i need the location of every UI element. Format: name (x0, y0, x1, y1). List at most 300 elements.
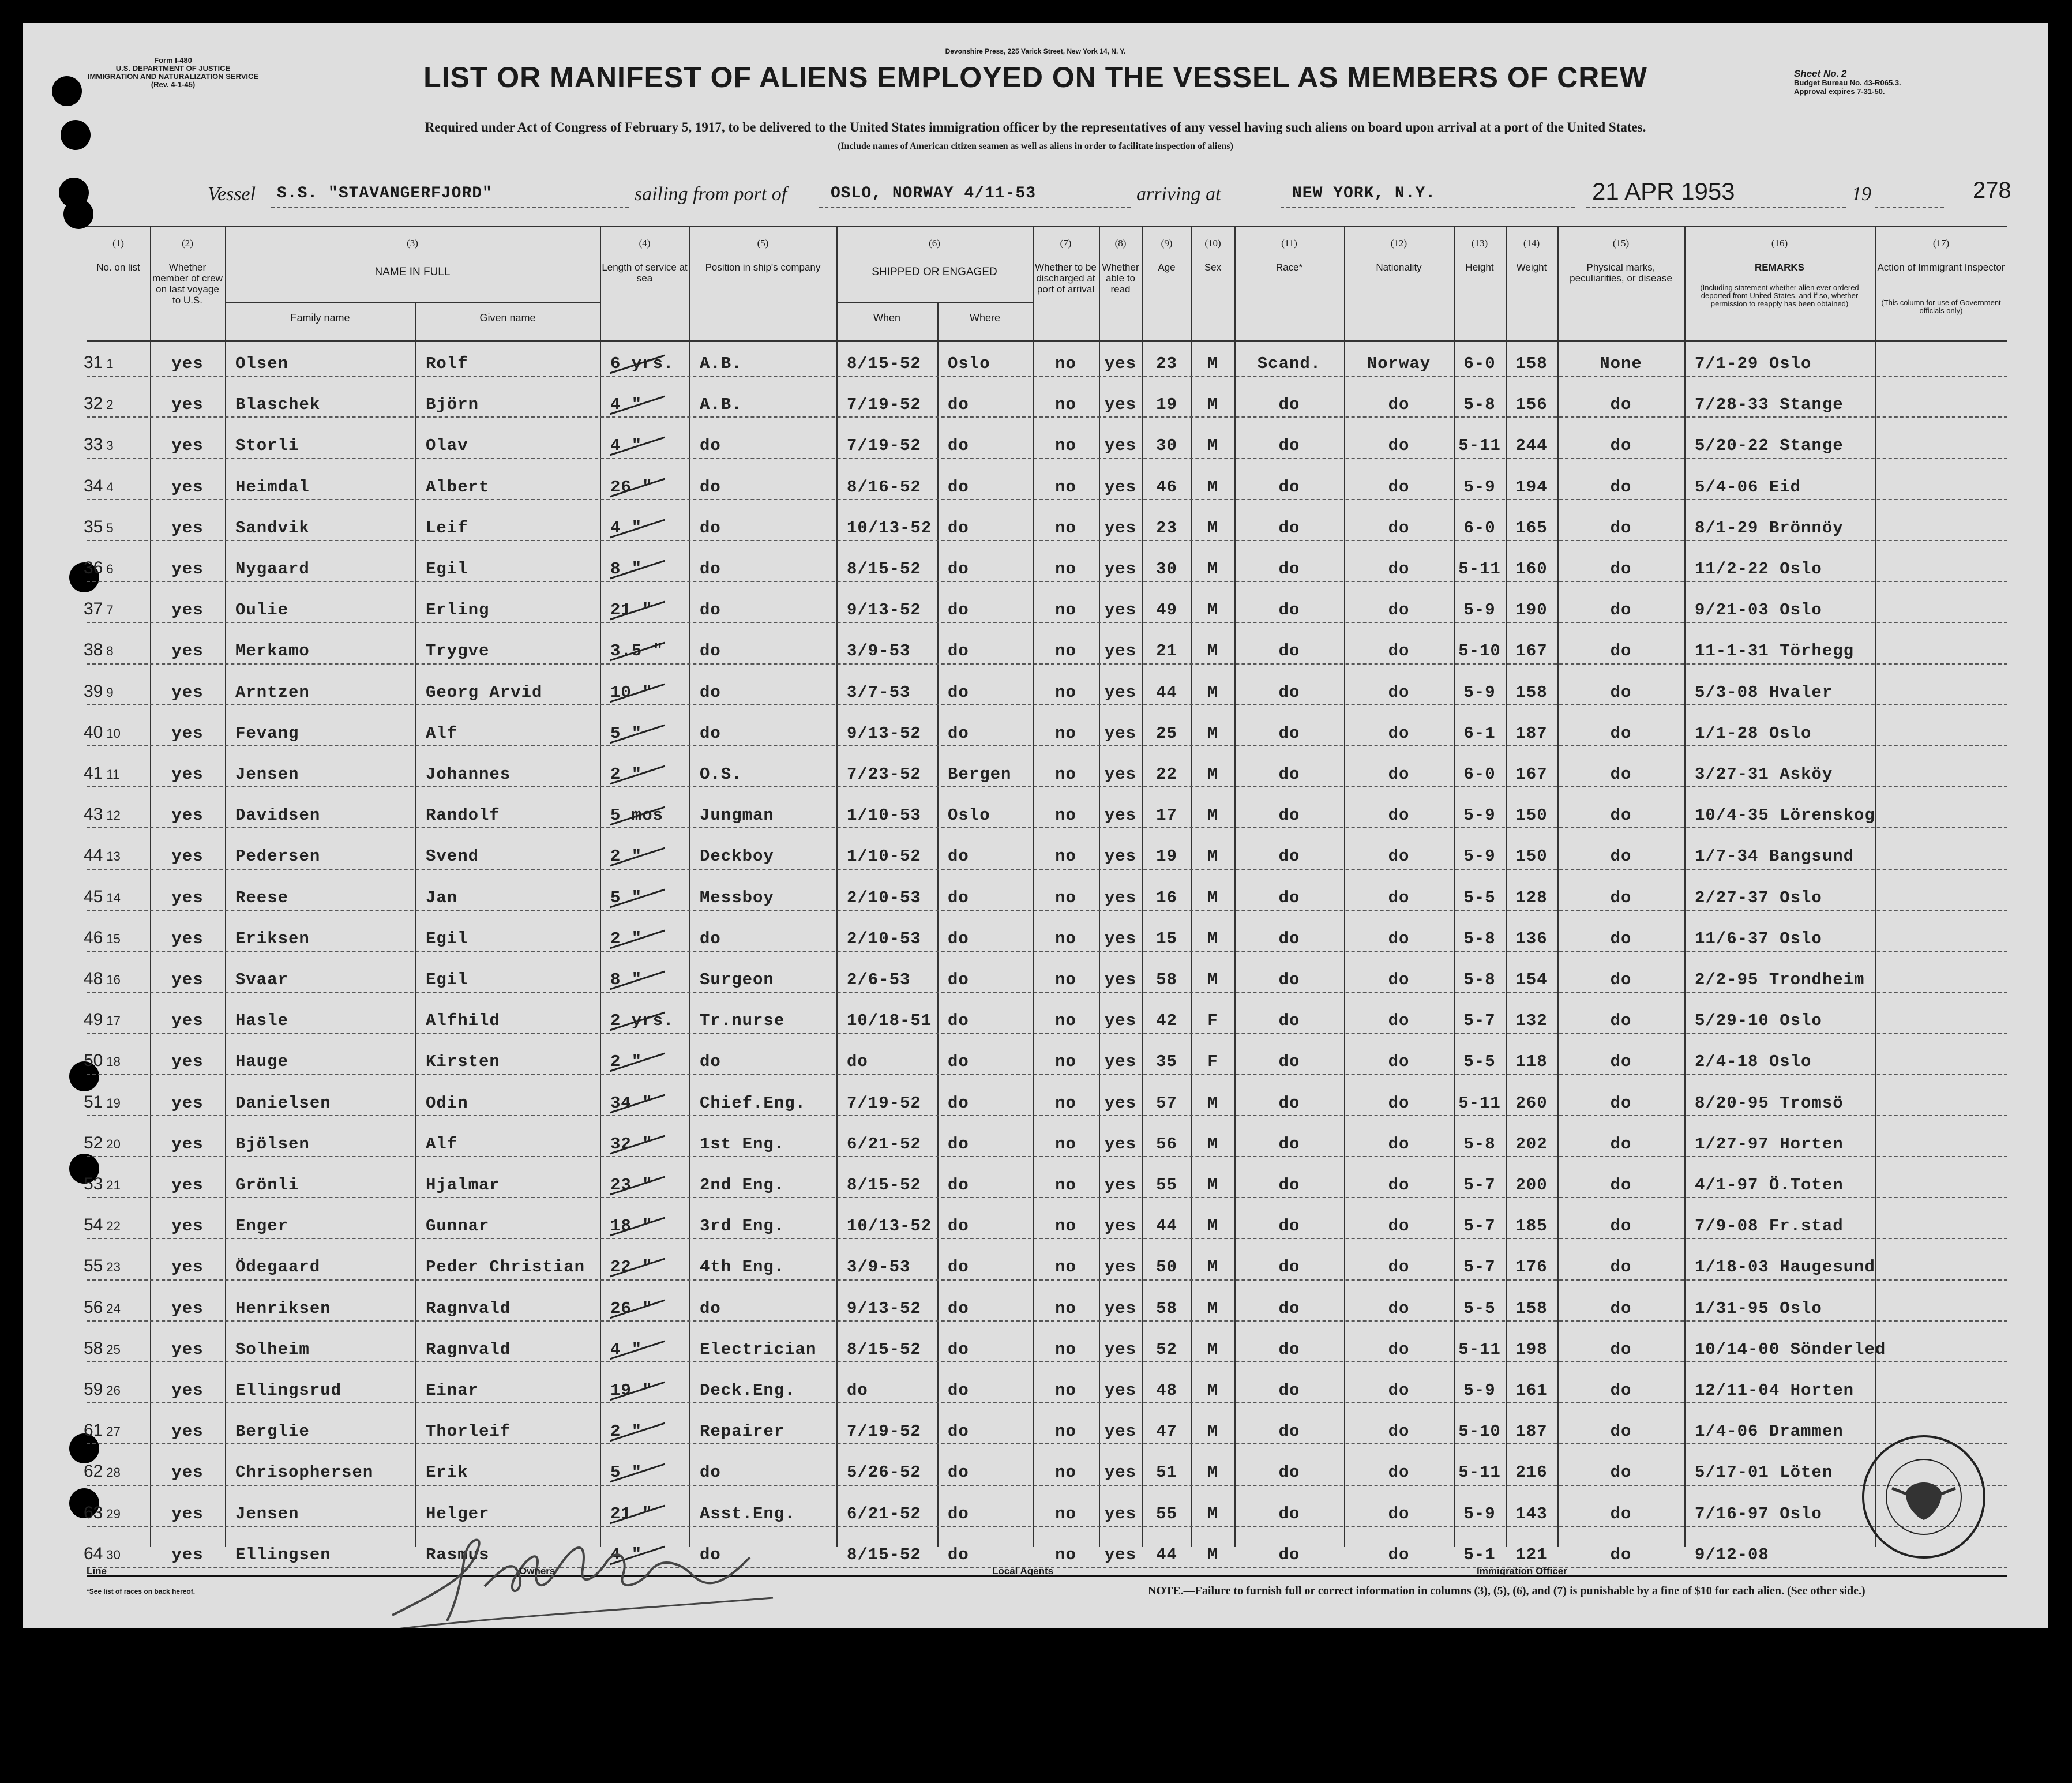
cell-when: 10/13-52 (847, 518, 932, 538)
list-number: 27 (106, 1424, 121, 1439)
cell-age: 35 (1156, 1052, 1177, 1072)
budget-number: Budget Bureau No. 43-R065.3. (1794, 78, 1901, 87)
cell-last: yes (171, 1545, 204, 1564)
cell-age: 22 (1156, 765, 1177, 784)
list-number: 4 (106, 479, 114, 494)
cell-read: yes (1104, 354, 1137, 373)
cell-race: do (1278, 970, 1300, 989)
cell-where: do (948, 641, 969, 661)
cell-family: Henriksen (235, 1298, 331, 1318)
remarks-note: (Including statement whether alien ever ordered deported from United States, and if so, whether permission to reapply has been obtained) (1700, 283, 1859, 308)
cell-race: do (1278, 395, 1300, 415)
cell-sex: M (1207, 1176, 1218, 1195)
cell-last: yes (171, 1176, 204, 1195)
owner-signature (369, 1523, 784, 1628)
cell-height: 5-1 (1463, 1545, 1496, 1564)
cell-family: Storli (235, 436, 299, 456)
cell-sex: M (1207, 395, 1218, 415)
cell-where: do (948, 477, 969, 497)
cell-disch: no (1055, 929, 1076, 948)
row-line-number (84, 928, 121, 948)
cell-remarks: 2/4-18 Oslo (1695, 1052, 1812, 1072)
cell-marks: do (1610, 1217, 1632, 1236)
cell-nat: do (1388, 723, 1410, 743)
cell-service: 5 " (610, 723, 643, 743)
cell-last: yes (171, 1093, 204, 1113)
cell-position: 3rd Eng. (700, 1217, 785, 1236)
cell-where: Bergen (948, 765, 1012, 784)
column-heading: Action of Immigrant Inspector (1877, 262, 2005, 273)
cell-nat: do (1388, 436, 1410, 456)
cell-service: 26 " (610, 477, 653, 497)
cell-age: 16 (1156, 888, 1177, 907)
cell-where: do (948, 436, 969, 456)
handwritten-number: 61 (84, 1421, 103, 1440)
column-heading: Whether to be discharged at port of arrival (1035, 262, 1097, 295)
column-number: (10) (1204, 238, 1221, 249)
row-line-number (84, 1010, 121, 1030)
cell-age: 57 (1156, 1093, 1177, 1113)
cell-age: 55 (1156, 1176, 1177, 1195)
cell-service: 4 " (610, 518, 643, 538)
cell-position: Surgeon (700, 970, 774, 989)
cell-last: yes (171, 600, 204, 620)
handwritten-number: 36 (84, 558, 103, 577)
cell-race: do (1278, 560, 1300, 579)
cell-weight: 158 (1515, 354, 1548, 373)
cell-sex: M (1207, 641, 1218, 661)
cell-sex: F (1207, 1011, 1218, 1031)
list-number: 26 (106, 1383, 121, 1398)
column-number: (7) (1060, 238, 1072, 249)
cell-when: 3/9-53 (847, 641, 911, 661)
cell-remarks: 8/1-29 Brönnöy (1695, 518, 1844, 538)
cell-disch: no (1055, 806, 1076, 825)
cell-service: 26 " (610, 1298, 653, 1318)
row-line-number (84, 723, 121, 742)
cell-given: Odin (426, 1093, 468, 1113)
cell-weight: 121 (1515, 1545, 1548, 1564)
row-rule (87, 704, 2007, 705)
cell-disch: no (1055, 436, 1076, 456)
cell-age: 23 (1156, 354, 1177, 373)
row-rule (87, 1115, 2007, 1116)
row-rule (87, 992, 2007, 993)
cell-where: do (948, 1258, 969, 1277)
row-rule (87, 869, 2007, 870)
column-rule (1684, 226, 1686, 1547)
cell-family: Jensen (235, 765, 299, 784)
cell-age: 30 (1156, 560, 1177, 579)
include-note: (Include names of American citizen seamen as well as aliens in order to facilitate inspection of aliens) (838, 141, 1233, 151)
punch-hole (63, 199, 93, 229)
cell-disch: no (1055, 1052, 1076, 1072)
cell-nat: do (1388, 600, 1410, 620)
shipped-subrule (836, 302, 1033, 303)
cell-position: Messboy (700, 888, 774, 907)
row-rule (87, 1443, 2007, 1444)
cell-weight: 200 (1515, 1176, 1548, 1195)
row-line-number (84, 599, 114, 619)
column-number: (4) (639, 238, 651, 249)
cell-when: 6/21-52 (847, 1504, 921, 1523)
row-line-number (84, 640, 114, 660)
penalty-note: NOTE.—Failure to furnish full or correct information in columns (3), (5), (6), and (7) is punishable by a fine of $10 for each alien. (See other side.) (1148, 1585, 1865, 1597)
cell-age: 55 (1156, 1504, 1177, 1523)
cell-race: do (1278, 1093, 1300, 1113)
cell-read: yes (1104, 1134, 1137, 1154)
cell-last: yes (171, 1504, 204, 1523)
cell-when: 2/6-53 (847, 970, 911, 989)
cell-read: yes (1104, 518, 1137, 538)
cell-when: 9/13-52 (847, 600, 921, 620)
cell-last: yes (171, 682, 204, 702)
cell-marks: do (1610, 477, 1632, 497)
cell-read: yes (1104, 1011, 1137, 1031)
cell-family: Nygaard (235, 560, 310, 579)
cell-given: Johannes (426, 765, 511, 784)
list-number: 13 (106, 849, 121, 864)
cell-where: do (948, 682, 969, 702)
cell-family: Jensen (235, 1504, 299, 1523)
cell-when: do (847, 1381, 868, 1400)
cell-read: yes (1104, 1545, 1137, 1564)
cell-when: 7/19-52 (847, 1093, 921, 1113)
column-number: (15) (1612, 238, 1630, 249)
cell-service: 32 " (610, 1134, 653, 1154)
cell-when: 8/15-52 (847, 354, 921, 373)
cell-given: Björn (426, 395, 479, 415)
cell-last: yes (171, 477, 204, 497)
footer-line-label: Line (87, 1566, 107, 1576)
cell-read: yes (1104, 1504, 1137, 1523)
cell-read: yes (1104, 477, 1137, 497)
cell-nat: do (1388, 1134, 1410, 1154)
cell-read: yes (1104, 929, 1137, 948)
cell-remarks: 1/7-34 Bangsund (1695, 847, 1855, 866)
cell-age: 44 (1156, 682, 1177, 702)
cell-given: Thorleif (426, 1422, 511, 1442)
column-heading: NAME IN FULL (374, 266, 451, 278)
cell-last: yes (171, 1258, 204, 1277)
cell-read: yes (1104, 1422, 1137, 1442)
cell-height: 5-11 (1458, 560, 1501, 579)
cell-marks: do (1610, 1504, 1632, 1523)
service: IMMIGRATION AND NATURALIZATION SERVICE (87, 72, 259, 81)
cell-disch: no (1055, 1217, 1076, 1236)
handwritten-number: 43 (84, 805, 103, 824)
department: U.S. DEPARTMENT OF JUSTICE (115, 64, 231, 73)
column-heading: Nationality (1376, 262, 1422, 273)
cell-age: 47 (1156, 1422, 1177, 1442)
handwritten-number: 34 (84, 476, 103, 496)
cell-remarks: 5/29-10 Oslo (1695, 1011, 1822, 1031)
cell-family: Danielsen (235, 1093, 331, 1113)
cell-when: 8/15-52 (847, 1545, 921, 1564)
cell-height: 5-7 (1463, 1217, 1496, 1236)
row-line-number (84, 1133, 121, 1153)
list-number: 19 (106, 1095, 121, 1110)
column-number: (8) (1114, 238, 1127, 249)
cell-when: 8/15-52 (847, 1339, 921, 1359)
row-rule (87, 1279, 2007, 1281)
cell-family: Heimdal (235, 477, 310, 497)
cell-position: Deckboy (700, 847, 774, 866)
cell-given: Erik (426, 1463, 468, 1482)
cell-age: 19 (1156, 395, 1177, 415)
column-rule (225, 226, 226, 1547)
cell-service: 2 " (610, 847, 643, 866)
cell-age: 23 (1156, 518, 1177, 538)
handwritten-number: 50 (84, 1051, 103, 1071)
row-line-number (84, 1380, 121, 1399)
cell-given: Randolf (426, 806, 500, 825)
cell-nat: do (1388, 477, 1410, 497)
cell-marks: do (1610, 682, 1632, 702)
cell-weight: 154 (1515, 970, 1548, 989)
cell-disch: no (1055, 847, 1076, 866)
list-number: 30 (106, 1547, 121, 1562)
row-line-number (84, 1256, 121, 1276)
row-line-number (84, 1503, 121, 1523)
row-line-number (84, 682, 114, 701)
cell-weight: 187 (1515, 1422, 1548, 1442)
cell-family: Bjölsen (235, 1134, 310, 1154)
press-line: Devonshire Press, 225 Varick Street, New York 14, N. Y. (945, 47, 1126, 55)
list-number: 2 (106, 397, 114, 412)
cell-nat: do (1388, 1463, 1410, 1482)
cell-nat: do (1388, 1217, 1410, 1236)
cell-where: do (948, 1217, 969, 1236)
arriving-label: arriving at (1136, 183, 1221, 205)
cell-race: do (1278, 888, 1300, 907)
cell-family: Berglie (235, 1422, 310, 1442)
vessel-label: Vessel (208, 183, 256, 205)
cell-race: do (1278, 806, 1300, 825)
cell-last: yes (171, 560, 204, 579)
column-heading: Whether able to read (1102, 262, 1139, 295)
cell-disch: no (1055, 1545, 1076, 1564)
cell-family: Pedersen (235, 847, 321, 866)
cell-service: 2 " (610, 1052, 643, 1072)
cell-weight: 190 (1515, 600, 1548, 620)
cell-disch: no (1055, 600, 1076, 620)
cell-position: 2nd Eng. (700, 1176, 785, 1195)
cell-service: 21 " (610, 600, 653, 620)
row-line-number (84, 394, 114, 414)
list-number: 20 (106, 1136, 121, 1151)
cell-sex: M (1207, 1463, 1218, 1482)
cell-race: do (1278, 436, 1300, 456)
row-line-number (84, 517, 114, 537)
row-rule (87, 1033, 2007, 1034)
cell-height: 5-10 (1458, 1422, 1501, 1442)
cell-service: 5 " (610, 1463, 643, 1482)
row-rule (87, 1238, 2007, 1239)
sheet-info (1794, 69, 2036, 96)
cell-race: do (1278, 518, 1300, 538)
cell-where: do (948, 395, 969, 415)
row-line-number (84, 558, 114, 578)
cell-when: 8/16-52 (847, 477, 921, 497)
races-note: *See list of races on back hereof. (87, 1587, 196, 1596)
cell-service: 2 " (610, 765, 643, 784)
cell-race: do (1278, 1381, 1300, 1400)
row-line-number (84, 435, 114, 455)
cell-weight: 198 (1515, 1339, 1548, 1359)
cell-marks: do (1610, 641, 1632, 661)
handwritten-number: 51 (84, 1092, 103, 1112)
cell-race: do (1278, 847, 1300, 866)
cell-disch: no (1055, 354, 1076, 373)
row-rule (87, 376, 2007, 377)
cell-sex: M (1207, 723, 1218, 743)
cell-weight: 185 (1515, 1217, 1548, 1236)
handwritten-number: 33 (84, 435, 103, 455)
crew-table (84, 226, 2007, 1564)
cell-where: do (948, 929, 969, 948)
cell-height: 5-10 (1458, 641, 1501, 661)
cell-where: do (948, 1176, 969, 1195)
cell-age: 58 (1156, 970, 1177, 989)
cell-sex: M (1207, 560, 1218, 579)
cell-position: 4th Eng. (700, 1258, 785, 1277)
cell-nat: do (1388, 395, 1410, 415)
cell-weight: 136 (1515, 929, 1548, 948)
cell-read: yes (1104, 1176, 1137, 1195)
cell-position: Chief.Eng. (700, 1093, 806, 1113)
cell-last: yes (171, 641, 204, 661)
cell-family: Grönli (235, 1176, 299, 1195)
column-number: (14) (1523, 238, 1540, 249)
cell-where: do (948, 1504, 969, 1523)
cell-race: do (1278, 1052, 1300, 1072)
cell-disch: no (1055, 682, 1076, 702)
cell-height: 5-11 (1458, 1339, 1501, 1359)
cell-marks: do (1610, 1011, 1632, 1031)
list-number: 7 (106, 603, 114, 618)
cell-age: 19 (1156, 847, 1177, 866)
cell-service: 3.5 " (610, 641, 664, 661)
cell-given: Alf (426, 723, 458, 743)
column-heading: Whether member of crew on last voyage to U.S. (152, 262, 223, 306)
cell-last: yes (171, 970, 204, 989)
cell-nat: do (1388, 560, 1410, 579)
cell-last: yes (171, 929, 204, 948)
cell-family: Hasle (235, 1011, 289, 1031)
cell-family: Merkamo (235, 641, 310, 661)
cell-height: 5-11 (1458, 436, 1501, 456)
cell-family: Olsen (235, 354, 289, 373)
list-number: 8 (106, 644, 114, 659)
cell-position: A.B. (700, 354, 742, 373)
cell-marks: do (1610, 436, 1632, 456)
cell-sex: M (1207, 1217, 1218, 1236)
cell-height: 5-8 (1463, 395, 1496, 415)
cell-family: Blaschek (235, 395, 321, 415)
cell-weight: 118 (1515, 1052, 1548, 1072)
list-number: 23 (106, 1260, 121, 1275)
cell-race: do (1278, 1504, 1300, 1523)
cell-marks: do (1610, 1545, 1632, 1564)
cell-age: 42 (1156, 1011, 1177, 1031)
cell-weight: 156 (1515, 395, 1548, 415)
list-number: 24 (106, 1301, 121, 1316)
arrival-port: NEW YORK, N.Y. (1292, 185, 1436, 202)
cell-sex: M (1207, 1339, 1218, 1359)
row-rule (87, 1197, 2007, 1198)
inspector-note: (This column for use of Government officials only) (1881, 298, 2001, 315)
column-heading: Sex (1204, 262, 1222, 273)
cell-remarks: 3/27-31 Asköy (1695, 765, 1833, 784)
cell-when: 10/13-52 (847, 1217, 932, 1236)
column-heading: Weight (1516, 262, 1547, 273)
cell-position: do (700, 682, 721, 702)
cell-when: 10/18-51 (847, 1011, 932, 1031)
list-number: 14 (106, 890, 121, 905)
cell-given: Alf (426, 1134, 458, 1154)
cell-sex: M (1207, 1381, 1218, 1400)
page-title: LIST OR MANIFEST OF ALIENS EMPLOYED ON THE VESSEL AS MEMBERS OF CREW (423, 61, 1647, 93)
cell-height: 5-11 (1458, 1093, 1501, 1113)
cell-given: Olav (426, 436, 468, 456)
cell-race: do (1278, 641, 1300, 661)
cell-nat: do (1388, 1504, 1410, 1523)
cell-position: Tr.nurse (700, 1011, 785, 1031)
cell-disch: no (1055, 1504, 1076, 1523)
cell-where: do (948, 1298, 969, 1318)
cell-weight: 187 (1515, 723, 1548, 743)
act-statement: Required under Act of Congress of February 5, 1917, to be delivered to the United States immigration officer by the representatives of any vessel having such aliens on board upon arrival at a port of the United States. (425, 120, 1646, 134)
cell-given: Trygve (426, 641, 490, 661)
vessel-line (208, 179, 2013, 211)
cell-position: O.S. (700, 765, 742, 784)
cell-given: Svend (426, 847, 479, 866)
cell-remarks: 1/27-97 Horten (1695, 1134, 1844, 1154)
cell-weight: 158 (1515, 682, 1548, 702)
cell-read: yes (1104, 1258, 1137, 1277)
column-number: (6) (929, 238, 940, 249)
cell-last: yes (171, 395, 204, 415)
cell-family: Ödegaard (235, 1258, 321, 1277)
cell-height: 5-9 (1463, 847, 1496, 866)
list-number: 3 (106, 438, 114, 453)
cell-disch: no (1055, 1011, 1076, 1031)
form-number: Form I-480 (154, 56, 192, 65)
row-line-number (84, 1093, 121, 1112)
cell-read: yes (1104, 888, 1137, 907)
footer-officer-label: Immigration Officer (1477, 1566, 1567, 1576)
row-line-number (84, 1544, 121, 1564)
cell-service: 8 " (610, 560, 643, 579)
cell-last: yes (171, 1217, 204, 1236)
cell-age: 52 (1156, 1339, 1177, 1359)
cell-remarks: 12/11-04 Horten (1695, 1381, 1855, 1400)
cell-when: 1/10-53 (847, 806, 921, 825)
cell-disch: no (1055, 970, 1076, 989)
cell-sex: M (1207, 436, 1218, 456)
cell-marks: do (1610, 1463, 1632, 1482)
cell-when: 2/10-53 (847, 929, 921, 948)
row-rule (87, 416, 2007, 418)
cell-position: do (700, 1545, 721, 1564)
cell-last: yes (171, 723, 204, 743)
cell-given: Helger (426, 1504, 490, 1523)
cell-nat: do (1388, 518, 1410, 538)
cell-disch: no (1055, 765, 1076, 784)
row-rule (87, 499, 2007, 500)
cell-marks: do (1610, 888, 1632, 907)
